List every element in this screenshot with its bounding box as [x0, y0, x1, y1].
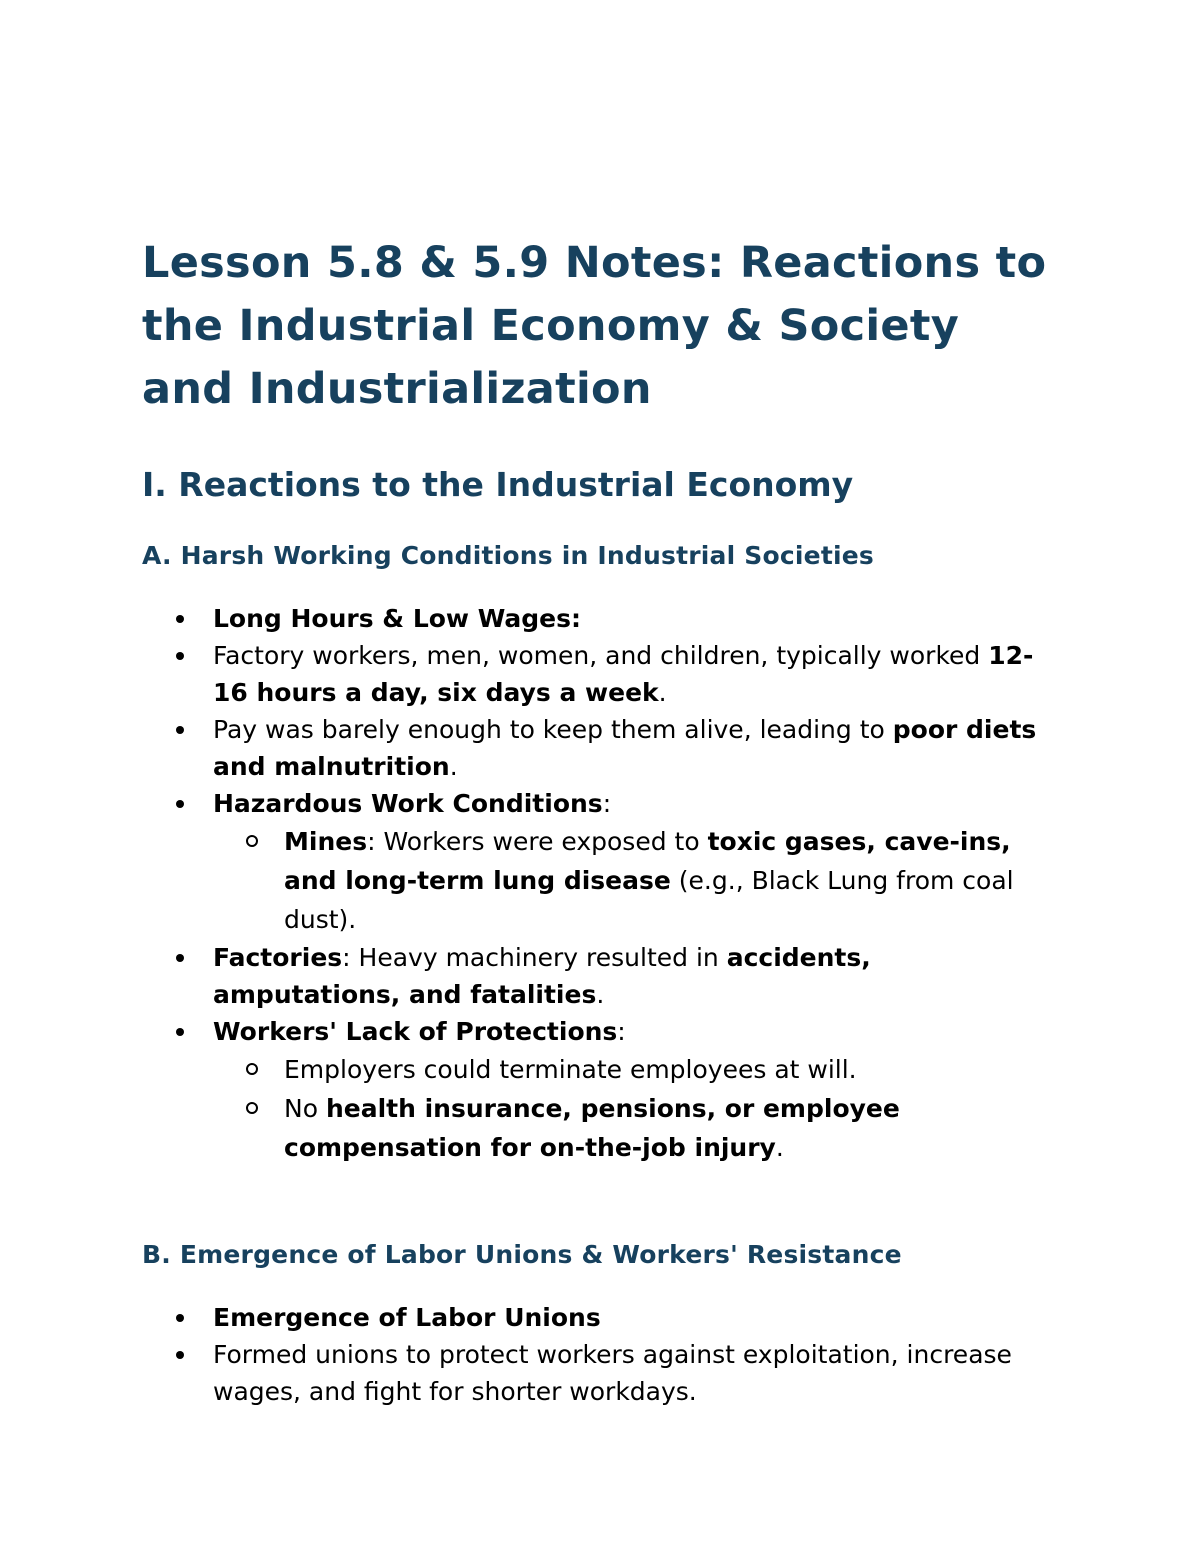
circle-bullet-icon [246, 1102, 258, 1114]
page-title: Lesson 5.8 & 5.9 Notes: Reactions to the Industrial Economy & Society and Industrialization [142, 238, 1047, 414]
list-item-bold: toxic gases, cave-ins, and long-term lung disease [284, 827, 1011, 895]
sub-list-item [142, 1050, 1062, 1089]
list-item-text: : Heavy machinery resulted in [342, 943, 727, 972]
bullet-icon [176, 615, 184, 623]
protections-sub-list [142, 1050, 1062, 1167]
subsection-heading-harsh-conditions: A. Harsh Working Conditions in Industrial Societies [142, 541, 874, 570]
bullet-icon [176, 1351, 184, 1359]
sub-list-container [142, 822, 1062, 939]
list-item-bold: Factories [213, 943, 343, 972]
subsection-heading-labor-unions: B. Emergence of Labor Unions & Workers' Resistance [142, 1240, 902, 1269]
list-item-text: Pay was barely enough to keep them alive, leading to [213, 715, 893, 744]
list-item [142, 637, 1062, 711]
list-item-text: : [617, 1017, 626, 1046]
section-heading-reactions: I. Reactions to the Industrial Economy [142, 465, 854, 504]
list-item-bold: accidents, amputations, and fatalities [213, 943, 871, 1009]
bullet-icon [176, 1028, 184, 1036]
list-item [142, 711, 1062, 785]
list-item-text: Employers could terminate employees at will. [284, 1055, 857, 1084]
labor-unions-list [142, 1299, 1062, 1410]
mines-sub-list [142, 822, 1062, 939]
list-item-text: . [596, 980, 605, 1009]
list-item-text: Long Hours & Low Wages: [213, 604, 582, 633]
list-item [142, 600, 1062, 637]
document-content [142, 232, 1062, 1410]
list-item-bold: Workers' Lack of Protections [213, 1017, 618, 1046]
list-item-bold: Hazardous Work Conditions [213, 789, 603, 818]
list-item-text: : Workers were exposed to [367, 827, 708, 856]
bullet-icon [176, 1314, 184, 1322]
list-item-text: . [775, 1133, 784, 1162]
list-item-text: : [602, 789, 612, 818]
list-item-text: . [658, 678, 667, 707]
list-item [142, 939, 1062, 1013]
sub-list-item [142, 1089, 1062, 1167]
list-item [142, 1013, 1062, 1050]
bullet-icon [176, 954, 184, 962]
bullet-icon [176, 726, 184, 734]
harsh-conditions-list [142, 600, 1062, 1167]
list-item-text: No [284, 1094, 326, 1123]
sub-list-container [142, 1050, 1062, 1167]
circle-bullet-icon [246, 1063, 258, 1075]
list-item [142, 785, 1062, 822]
list-item [142, 1299, 1062, 1336]
list-item-text: Factory workers, men, women, and children, typically worked [213, 641, 989, 670]
circle-bullet-icon [246, 835, 258, 847]
list-item-text: (e.g., Black Lung from coal dust). [284, 866, 1014, 934]
list-item-bold: Mines [284, 827, 368, 856]
list-item-bold: health insurance, pensions, or employee compensation for on-the-job injury [284, 1094, 900, 1162]
list-item-text: . [449, 752, 458, 781]
list-item-bold: 12-16 hours a day, six days a week [213, 641, 1034, 707]
bullet-icon [176, 652, 184, 660]
list-item-bold: poor diets and malnutrition [213, 715, 1037, 781]
list-item-bold: Emergence of Labor Unions [213, 1303, 601, 1332]
bullet-icon [176, 800, 184, 808]
list-item [142, 1336, 1062, 1410]
sub-list-item [142, 822, 1062, 939]
list-item-text: Formed unions to protect workers against exploitation, increase wages, and fight for shorter workdays. [213, 1340, 1012, 1406]
